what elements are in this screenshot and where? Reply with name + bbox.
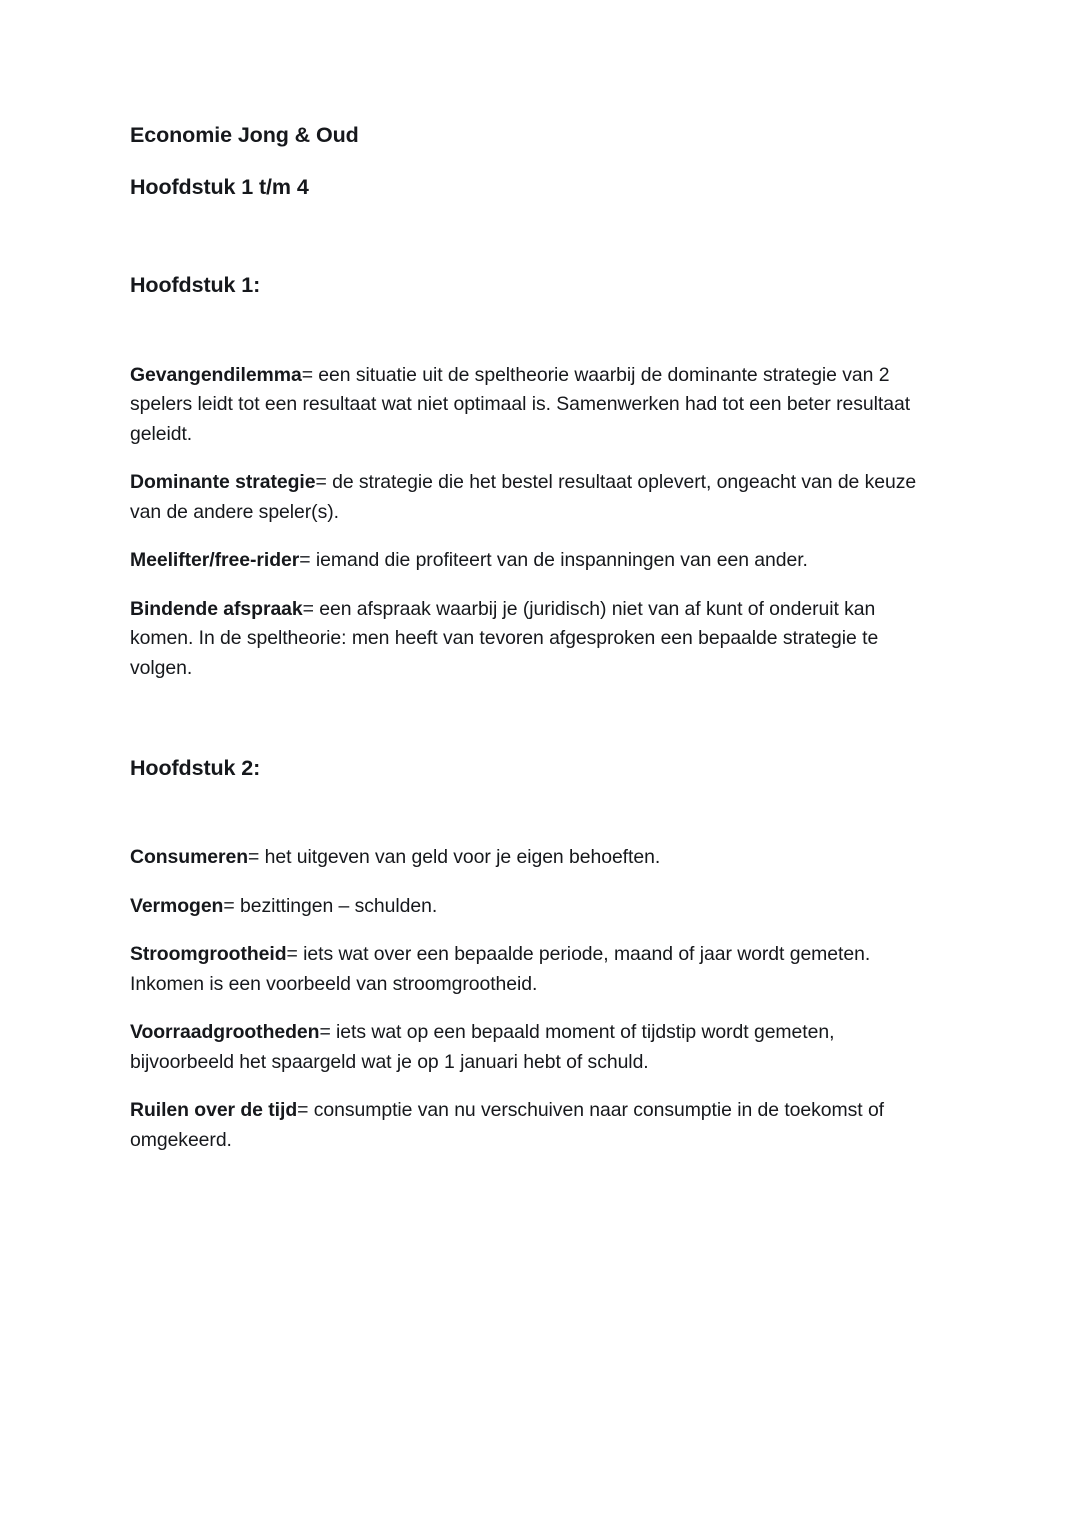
section-heading-hoofdstuk-2: Hoofdstuk 2: [130,756,261,781]
definition-item [130,361,942,449]
definition-item [130,468,942,527]
section-heading-hoofdstuk-1: Hoofdstuk 1: [130,273,261,298]
definition-item [130,843,942,872]
definition-text: = de strategie die het bestel resultaat oplevert, ongeacht van de keuze van de andere speler(s). [130,471,917,523]
definition-text: = iets wat op een bepaald moment of tijdstip wordt gemeten, bijvoorbeeld het spaargeld wat je op 1 januari hebt of schuld. [130,1021,835,1073]
definition-text: = een situatie uit de speltheorie waarbij de dominante strategie van 2 spelers leidt tot een resultaat wat niet optimaal is. Samenwerken had tot een beter resultaat geleidt. [130,363,911,445]
document-subtitle: Hoofdstuk 1 t/m 4 [130,175,309,200]
definition-term: Voorraadgrootheden [130,1021,320,1044]
definition-term: Meelifter/free-rider [130,549,300,572]
definition-text: = consumptie van nu verschuiven naar consumptie in de toekomst of omgekeerd. [130,1099,885,1151]
definition-item [130,1018,942,1077]
spacer [130,299,942,361]
definition-item [130,546,942,575]
definition-term: Vermogen [130,894,224,917]
definition-text: = iemand die profiteert van de inspanningen van een ander. [299,549,808,572]
definition-list-hoofdstuk-1 [130,361,942,683]
definition-item [130,595,942,683]
definition-item [130,940,942,999]
definition-list-hoofdstuk-2 [130,843,942,1155]
spacer [130,683,942,755]
definition-term: Stroomgrootheid [130,943,287,966]
definition-term: Consumeren [130,846,249,869]
spacer [130,781,942,843]
definition-item [130,892,942,921]
definition-text: = iets wat over een bepaalde periode, maand of jaar wordt gemeten. Inkomen is een voorbeeld van stroomgrootheid. [130,943,871,995]
definition-text: = bezittingen – schulden. [223,894,438,917]
definition-item [130,1096,942,1155]
document-title: Economie Jong & Oud [130,123,359,147]
definition-term: Dominante strategie [130,471,316,494]
definition-term: Bindende afspraak [130,597,303,620]
definition-term: Gevangendilemma [130,363,302,386]
definition-term: Ruilen over de tijd [130,1099,298,1122]
definition-text: = het uitgeven van geld voor je eigen behoeften. [248,846,661,869]
definition-text: = een afspraak waarbij je (juridisch) niet van af kunt of onderuit kan komen. In de speltheorie: men heeft van tevoren afgesproken een bepaalde strategie te volgen. [130,597,879,679]
